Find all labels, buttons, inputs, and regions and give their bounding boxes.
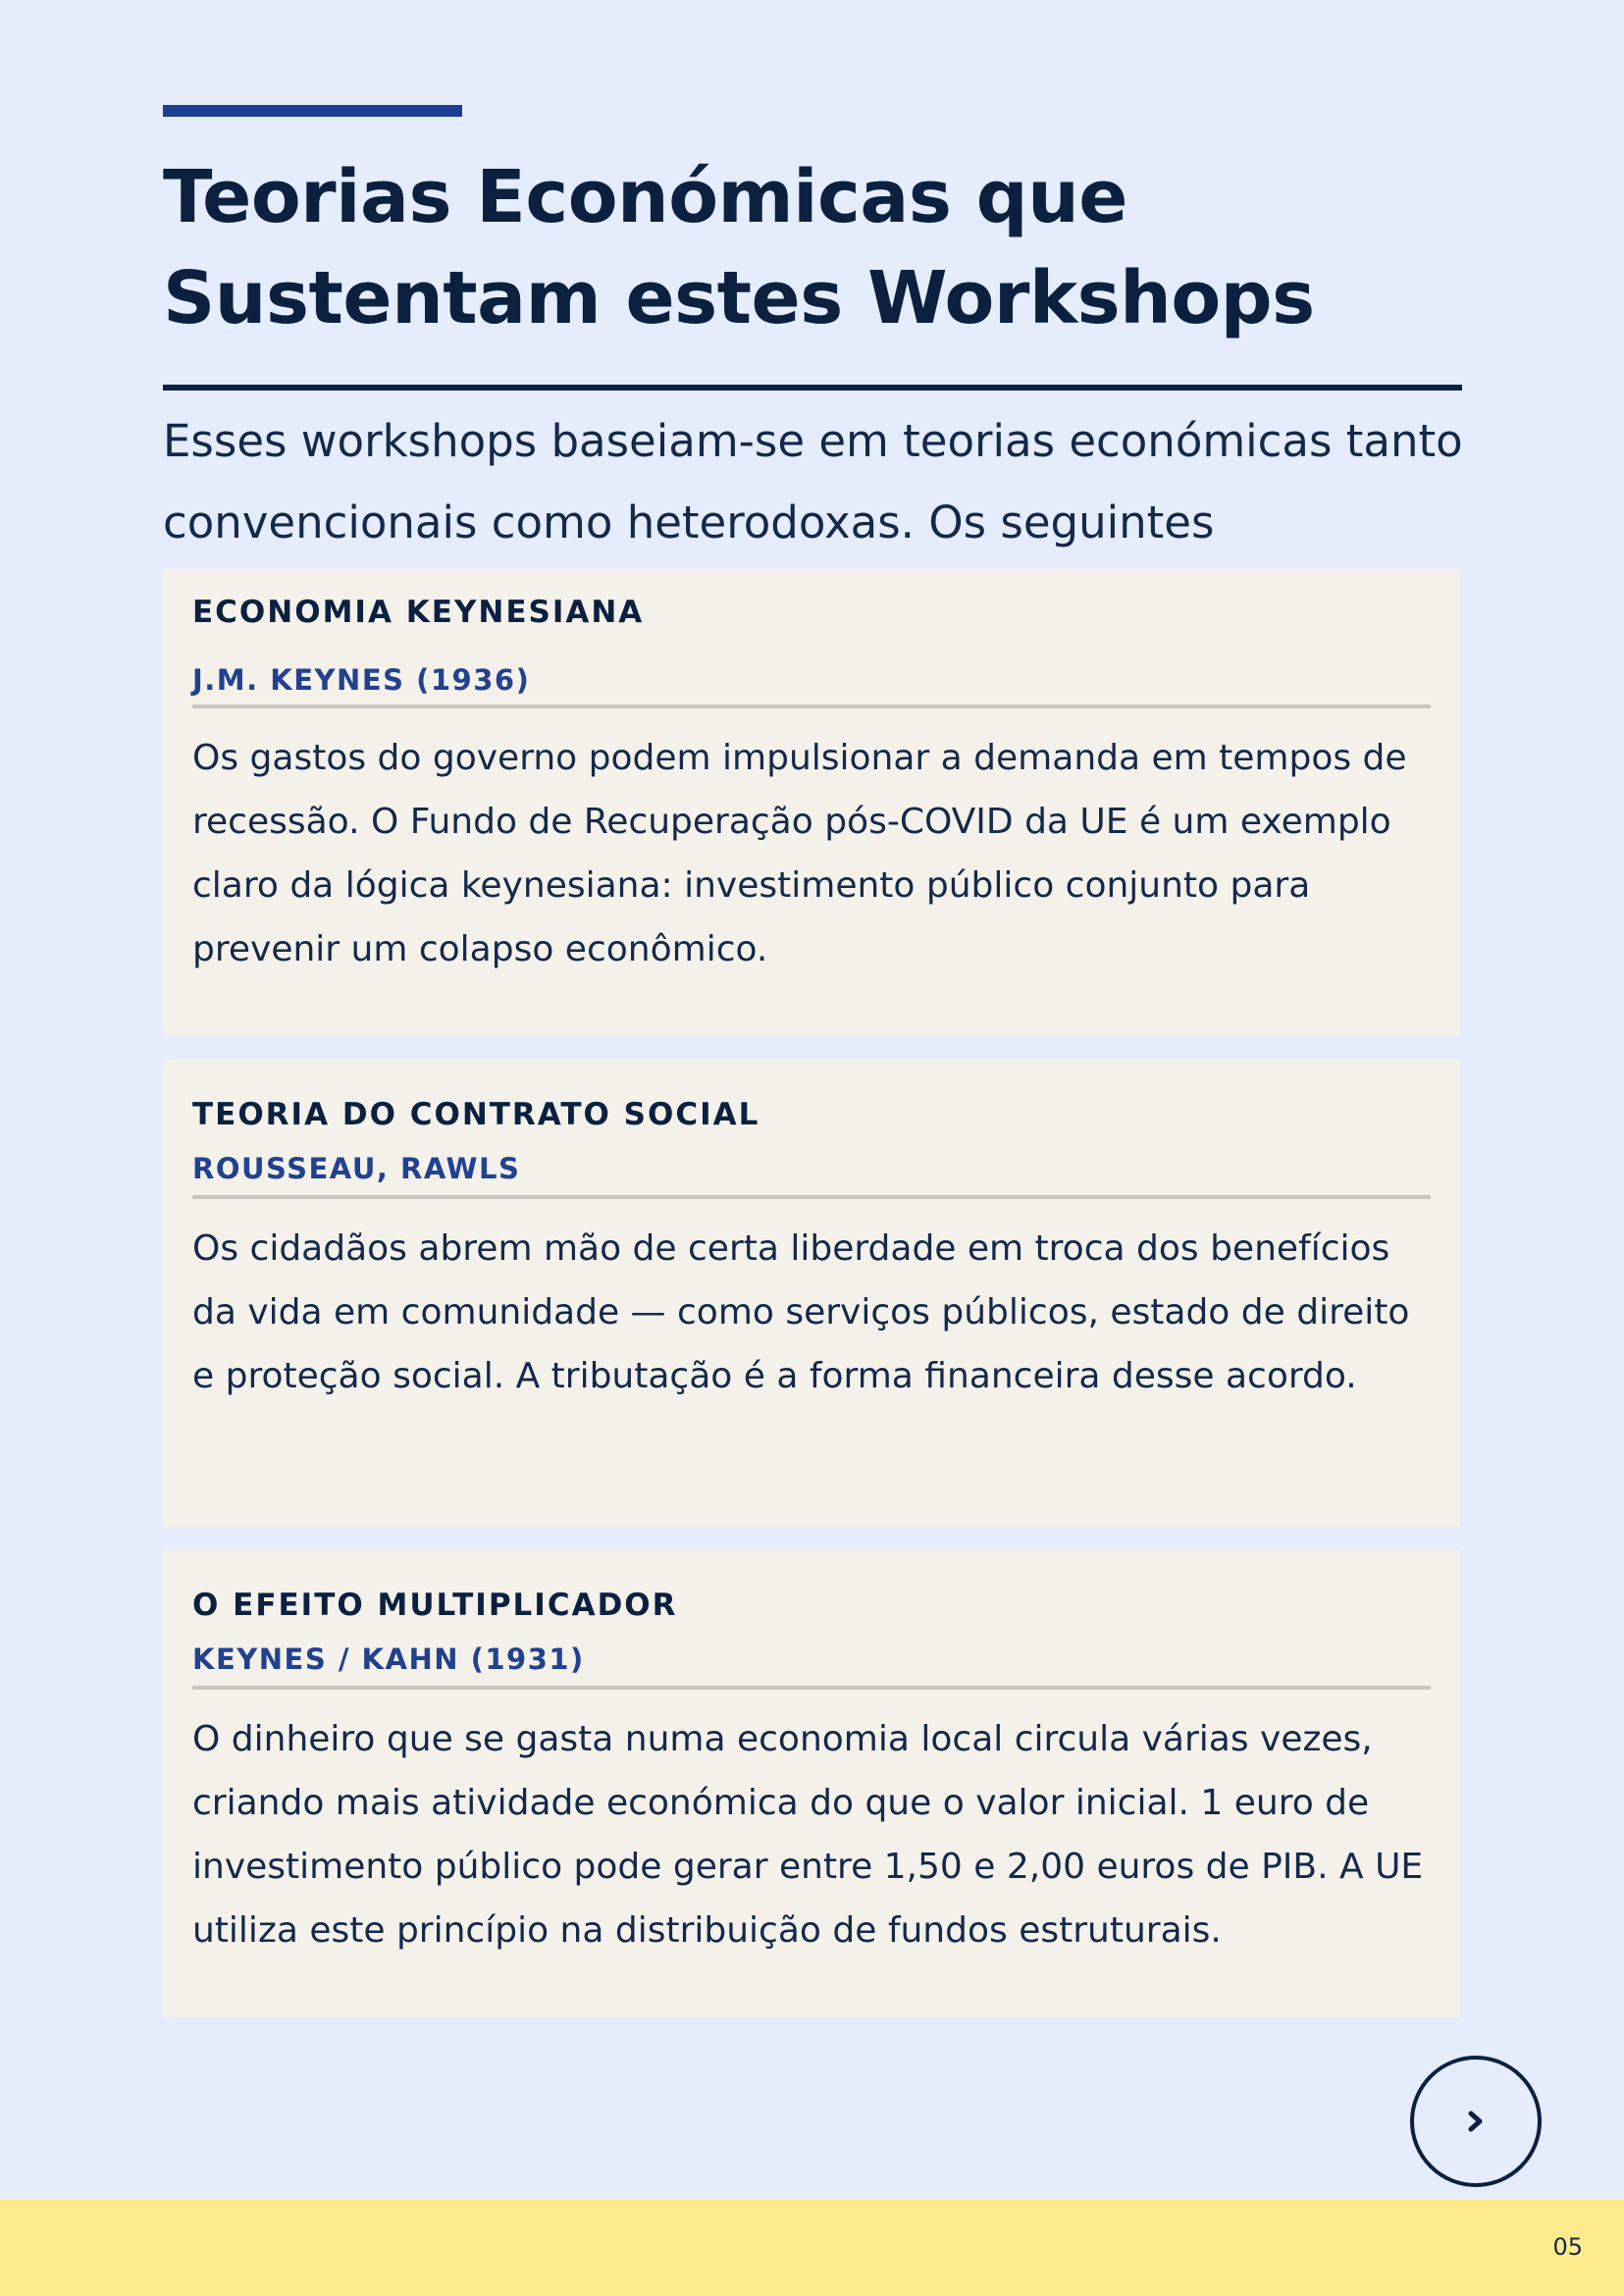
- theory-card-social-contract: [163, 1060, 1460, 1527]
- theory-card-keynesian: [163, 569, 1460, 1036]
- intro-text: Esses workshops baseiam-se em teorias económicas tanto convencionais como heterodoxas. Os seguintes: [163, 415, 1463, 548]
- card-body: O dinheiro que se gasta numa economia local circula várias vezes, criando mais atividade económica do que o valor inicial. 1 euro de investimento público pode gerar entre 1,50 e 2,00 euros de PIB. A UE utiliza este princípio na distribuição de fundos estruturais.: [192, 1719, 1424, 1951]
- card-title: O EFEITO MULTIPLICADOR: [192, 1588, 678, 1623]
- title-accent-bar: [163, 105, 462, 117]
- theory-card-multiplier: [163, 1550, 1460, 2017]
- card-author: ROUSSEAU, RAWLS: [192, 1152, 521, 1185]
- next-page-button[interactable]: [1410, 2056, 1542, 2187]
- card-body: Os cidadãos abrem mão de certa liberdade em troca dos benefícios da vida em comunidade — como serviços públicos, estado de direito e proteção social. A tributação é a forma financeira desse acordo.: [192, 1228, 1410, 1396]
- title-divider: [163, 385, 1462, 391]
- card-author: KEYNES / KAHN (1931): [192, 1643, 585, 1676]
- page-number: 05: [1552, 2233, 1583, 2261]
- card-author: J.M. KEYNES (1936): [192, 663, 531, 697]
- card-title: ECONOMIA KEYNESIANA: [192, 595, 645, 630]
- card-body: Os gastos do governo podem impulsionar a demanda em tempos de recessão. O Fundo de Recuperação pós-COVID da UE é um exemplo claro da lógica keynesiana: investimento público conjunto para prevenir um colapso econômico.: [192, 738, 1407, 969]
- card-divider: [192, 704, 1431, 708]
- footer-bar: [0, 2200, 1624, 2296]
- card-divider: [192, 1195, 1431, 1199]
- card-title: TEORIA DO CONTRATO SOCIAL: [192, 1097, 760, 1132]
- card-divider: [192, 1686, 1431, 1690]
- page-title: Teorias Económicas que Sustentam estes Workshops: [163, 155, 1315, 340]
- chevron-right-icon: [1464, 2107, 1488, 2136]
